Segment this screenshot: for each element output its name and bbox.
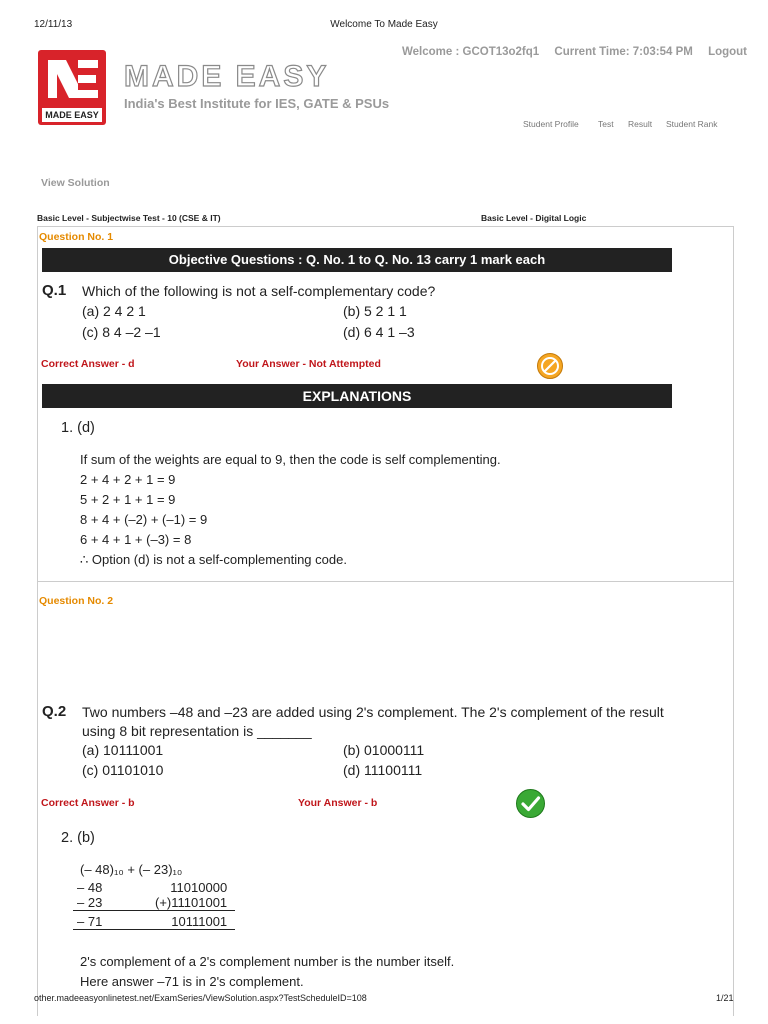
current-time: Current Time: 7:03:54 PM (554, 46, 693, 58)
question-separator (37, 581, 733, 582)
q1-option-d: (d) 6 4 1 –3 (343, 324, 415, 340)
nav-result[interactable]: Result (628, 119, 653, 129)
q1-expl-line: ∴ Option (d) is not a self-complementing code. (80, 552, 347, 567)
print-date: 12/11/13 (34, 19, 73, 30)
not-attempted-icon (536, 352, 564, 380)
calc-row (73, 911, 235, 930)
q1-explanation-heading: 1. (d) (61, 420, 95, 436)
q2-calc-table (73, 880, 235, 930)
q2-expl-line: Here answer –71 is in 2's complement. (80, 974, 304, 989)
q2-calc-heading: (– 48)₁₀ + (– 23)₁₀ (80, 862, 183, 877)
q1-text: Which of the following is not a self-complementary code? (82, 283, 436, 299)
calc-row (73, 895, 235, 911)
test-title: Basic Level - Subjectwise Test - 10 (CSE & IT) (37, 213, 221, 223)
q2-explanation-heading: 2. (b) (61, 830, 95, 846)
q1-option-a: (a) 2 4 2 1 (82, 303, 146, 319)
q2-text-line2: using 8 bit representation is _______ (82, 723, 312, 739)
calc-row (73, 880, 235, 895)
q2-your-answer: Your Answer - b (298, 797, 378, 809)
q2-option-d: (d) 11100111 (343, 762, 423, 778)
brand-name: MADE EASY (124, 60, 330, 93)
q1-expl-line: If sum of the weights are equal to 9, then the code is self complementing. (80, 452, 501, 467)
q2-option-c: (c) 01101010 (82, 762, 164, 778)
q1-your-answer: Your Answer - Not Attempted (236, 358, 381, 370)
q2-expl-line: 2's complement of a 2's complement number is the number itself. (80, 954, 455, 969)
test-subject: Basic Level - Digital Logic (481, 213, 587, 223)
question-number-2: Question No. 2 (39, 595, 114, 607)
nav-test[interactable]: Test (598, 119, 614, 129)
question-number-1: Question No. 1 (39, 231, 114, 243)
user-bar (402, 46, 747, 58)
q2-label: Q.2 (42, 703, 67, 720)
page-heading: View Solution (41, 177, 110, 189)
calc-binary: 11010000 (170, 880, 228, 895)
calc-decimal: – 23 (73, 895, 155, 911)
section-banner: Objective Questions : Q. No. 1 to Q. No. 13 carry 1 mark each (42, 248, 672, 272)
q1-label: Q.1 (42, 282, 67, 299)
calc-binary: 10111001 (155, 911, 235, 930)
q2-correct-answer: Correct Answer - b (41, 797, 135, 809)
welcome-text: Welcome : GCOT13o2fq1 (402, 46, 540, 58)
q1-option-b: (b) 5 2 1 1 (343, 303, 407, 319)
q1-option-c: (c) 8 4 –2 –1 (82, 324, 161, 340)
footer-url[interactable]: other.madeeasyonlinetest.net/ExamSeries/ViewSolution.aspx?TestScheduleID=108 (34, 993, 367, 1003)
calc-binary: (+)11101001 (155, 895, 235, 911)
correct-check-icon (515, 788, 546, 819)
print-title: Welcome To Made Easy (330, 19, 438, 30)
q2-text-line1: Two numbers –48 and –23 are added using 2's complement. The 2's complement of the result (82, 704, 664, 720)
q2-option-a: (a) 10111001 (82, 742, 164, 758)
page-number: 1/21 (716, 993, 734, 1003)
logout-link[interactable]: Logout (708, 46, 748, 58)
q1-expl-line: 6 + 4 + 1 + (–3) = 8 (80, 532, 192, 547)
q2-option-b: (b) 01000111 (343, 742, 425, 758)
explanations-banner: EXPLANATIONS (42, 384, 672, 408)
q1-expl-line: 8 + 4 + (–2) + (–1) = 9 (80, 512, 208, 527)
made-easy-emblem-icon (44, 54, 100, 104)
brand-tagline: India's Best Institute for IES, GATE & PSUs (124, 96, 390, 111)
logo-caption: MADE EASY (42, 108, 102, 122)
q1-expl-line: 2 + 4 + 2 + 1 = 9 (80, 472, 176, 487)
made-easy-logo[interactable] (38, 50, 106, 125)
calc-decimal: – 48 (77, 880, 103, 895)
q1-correct-answer: Correct Answer - d (41, 358, 135, 370)
nav-student-rank[interactable]: Student Rank (666, 119, 718, 129)
calc-decimal: – 71 (73, 911, 155, 930)
q1-expl-line: 5 + 2 + 1 + 1 = 9 (80, 492, 176, 507)
nav-student-profile[interactable]: Student Profile (523, 119, 579, 129)
